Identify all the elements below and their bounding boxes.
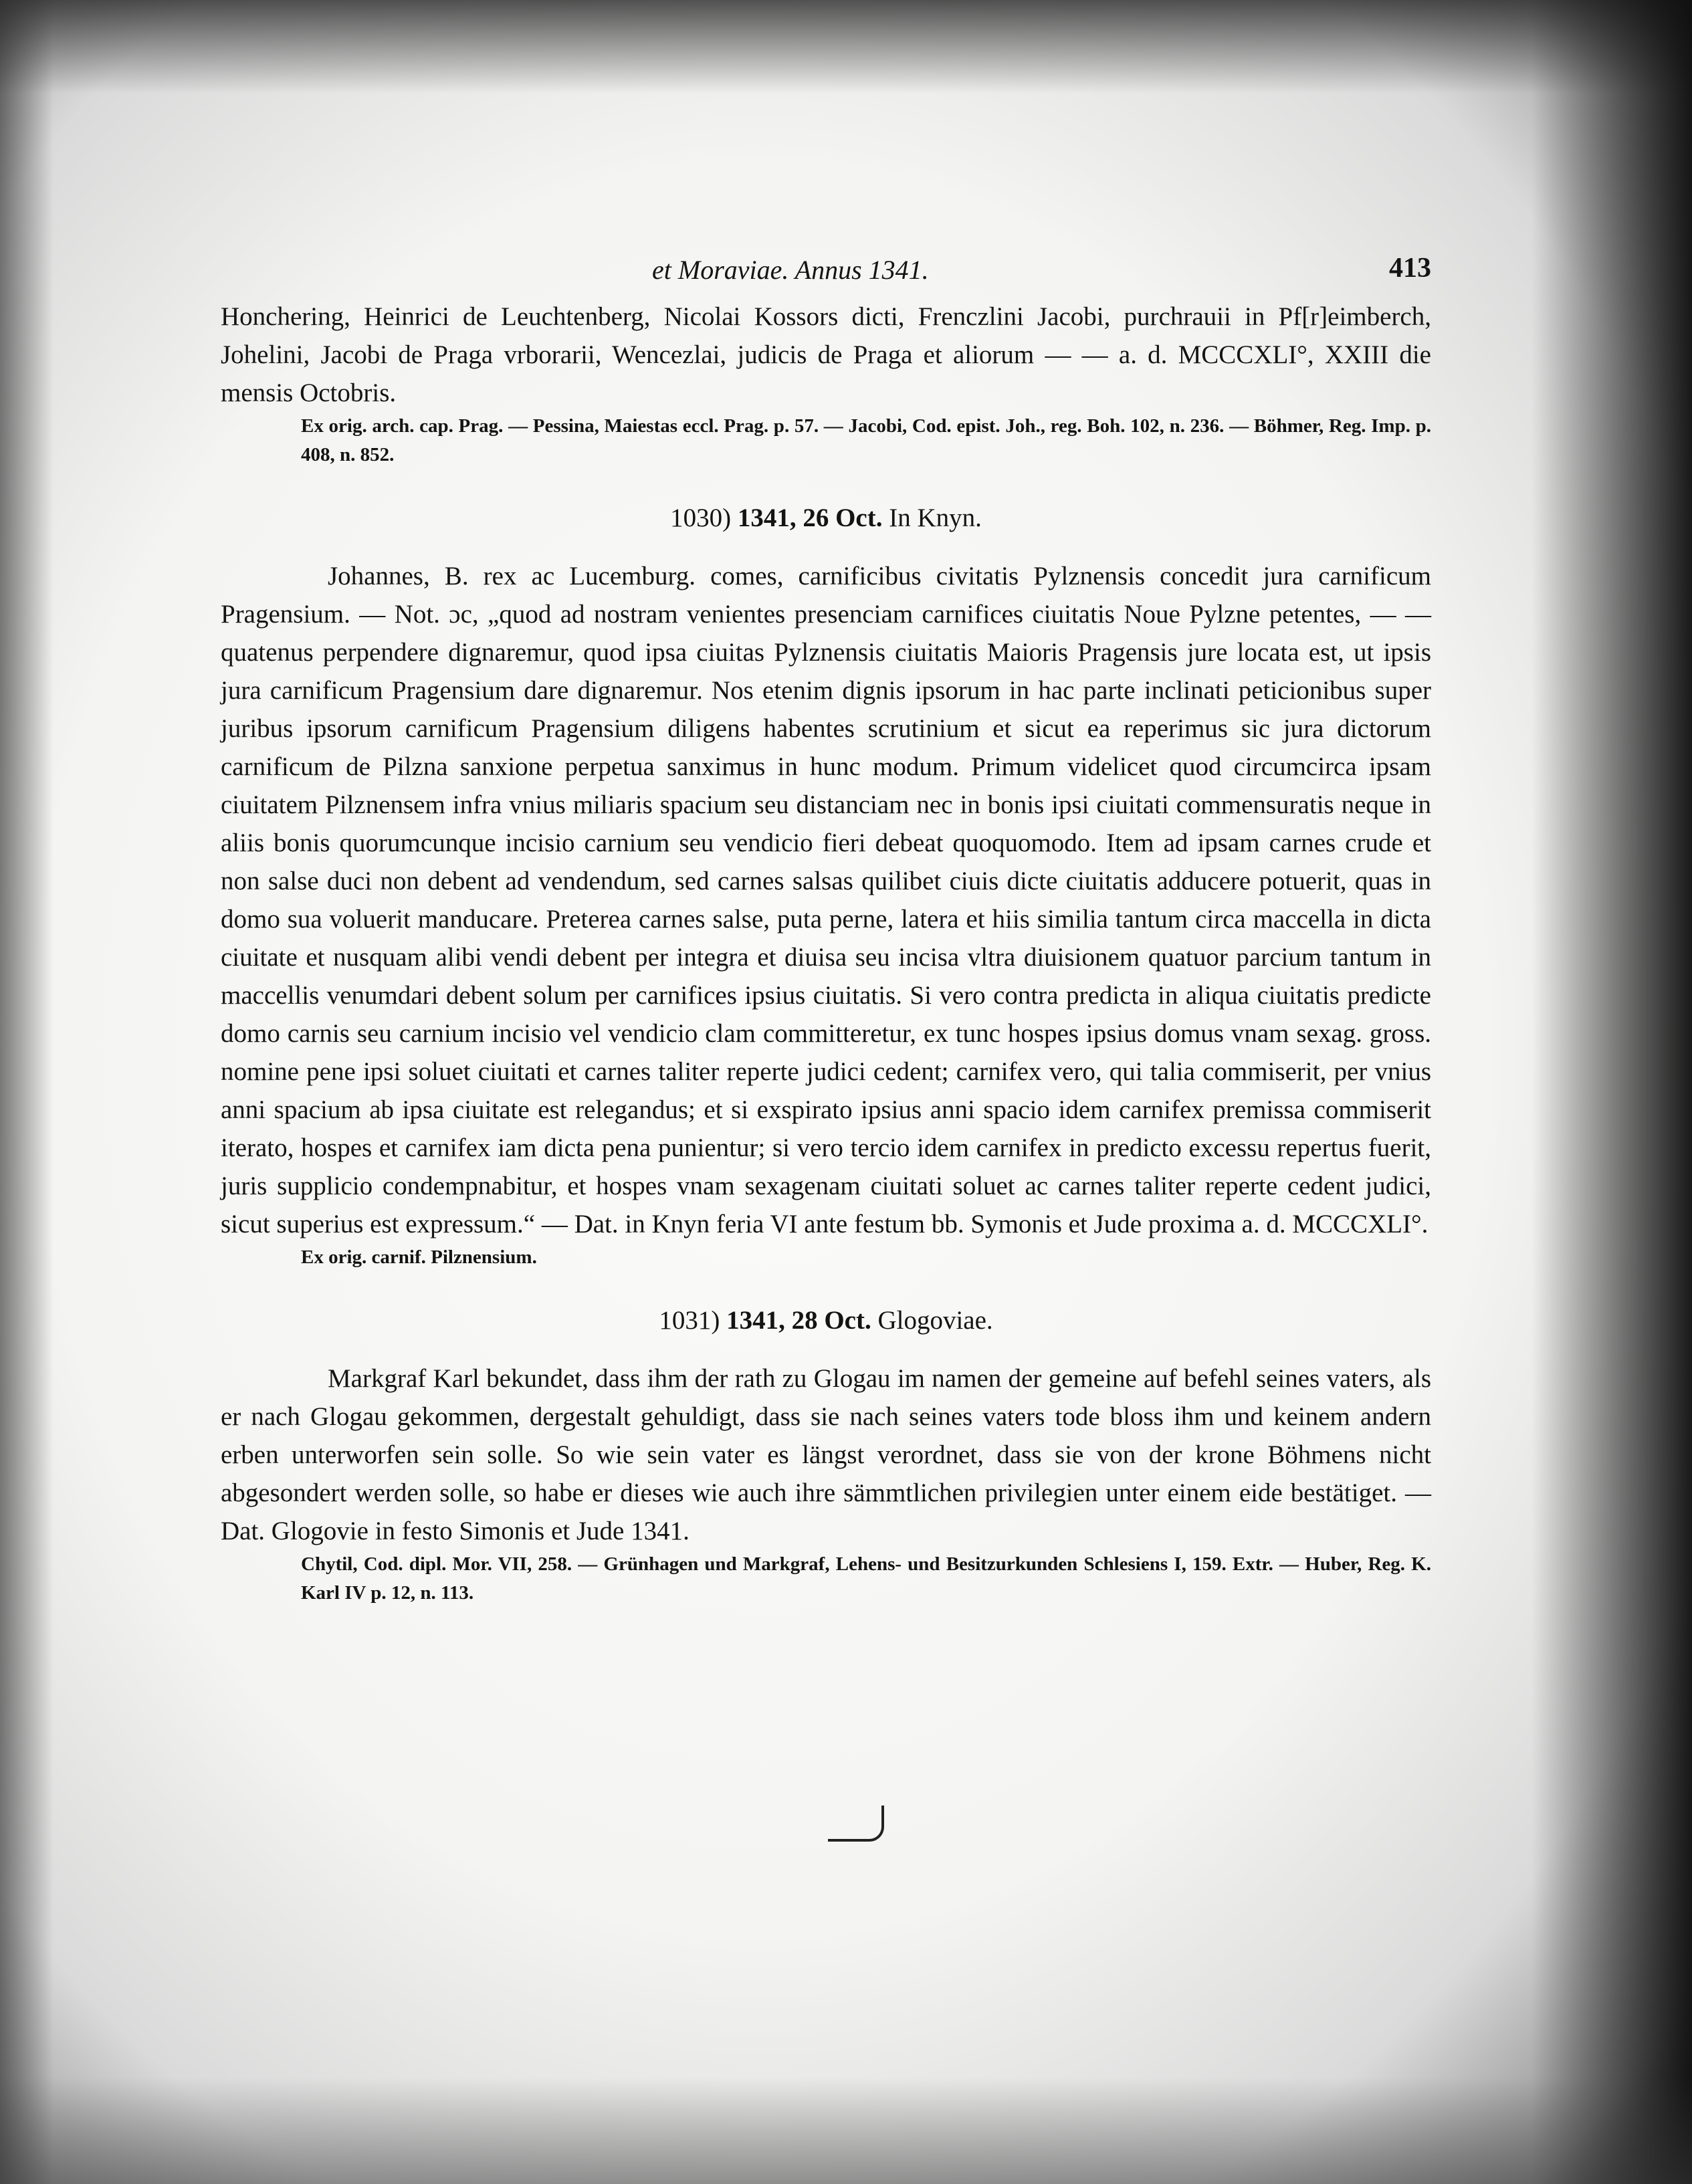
entry-place: In Knyn. (889, 504, 982, 532)
source-note: Ex orig. arch. cap. Prag. — Pessina, Maiestas eccl. Prag. p. 57. — Jacobi, Cod. epist. Joh., reg. Boh. 102, n. 236. — Böhmer, Reg. Imp. p. 408, n. 852. (301, 415, 1431, 465)
entry-body: Johannes, B. rex ac Lucemburg. comes, carnificibus civitatis Pylznensis concedit jura carnificum Pragensium. — Not. ɔc, „quod ad nostram venientes presenciam carnifices ciuitatis Noue Pylzne petentes, — — quatenus perpendere dignaremur, quod ipsa ciuitas Pylznensis ciuitatis Maioris Pragensis jure locata est, ut ipsis jura carnificum Pragensium dare dignaremur. Nos etenim dignis ipsorum in hac parte inclinati peticionibus super juribus ipsorum carnificum Pragensium diligens habentes scrutinium et sicut ea reperimus sic jura dictorum carnificum de Pilzna sanxione perpetua sanximus in hunc modum. Primum videlicet quod circumcirca ipsam ciuitatem Pilznensem infra vnius miliaris spacium seu distanciam nec in bonis ipsi ciuitati commensuratis neque in aliis bonis quorumcunque incisio carnium seu vendicio fieri debeat quoquomodo. Item ad ipsam carnes crude et non salse duci non debent ad vendendum, sed carnes salsas quilibet ciuis dicte ciuitatis adducere potuerit, quas in domo sua voluerit manducare. Preterea carnes salse, puta perne, latera et hiis similia tantum circa maccella in dicta ciuitate et nusquam alibi vendi debent per integra et diuisa seu incisa vltra diuisionem quatuor parcium tantum in maccellis venumdari debent solum per carnifices ipsius ciuitatis. Si vero contra predicta in aliqua ciuitatis predicte domo carnis seu carnium incisio vel vendicio clam committeretur, ex tunc hospes ipsius domus vnam sexag. gross. nomine pene ipsi soluet ciuitati et carnes taliter reperte judici cedent; carnifex vero, qui talia commiserit, per vnius anni spacium ab ipsa ciuitate est relegandus; et si exspirato ipsius anni spacio idem carnifex premissa commiserit iterato, hospes et carnifex iam dicta pena punientur; si vero tercio idem carnifex in predicto excessu repertus fuerit, juris supplicio condempnabitur, et hospes vnam sexagenam ciuitati soluet ac carnes taliter reperte cedent judici, sicut superius est expressum.“ — Dat. in Knyn feria VI ante festum bb. Symonis et Jude proxima a. d. MCCCXLI°. (221, 562, 1431, 1238)
continuation-paragraph: Honchering, Heinrici de Leuchtenberg, Nicolai Kossors dicti, Frenczlini Jacobi, purchrauii in Pf[r]eimberch, Johelini, Jacobi de Praga vrborarii, Wencezlai, judicis de Praga et aliorum — — a. d. MCCCXLI°, XXIII die mensis Octobris. (221, 302, 1431, 407)
page-content (221, 244, 1431, 1608)
scan-shadow-right (1531, 0, 1692, 2184)
page-number: 413 (1389, 253, 1431, 284)
entry-date: 1341, 28 Oct. (726, 1306, 871, 1335)
entry-number: 1030) (670, 504, 732, 532)
running-title: et Moraviae. Annus 1341. (652, 255, 929, 285)
scan-shadow-top (0, 0, 1692, 94)
source-note: Chytil, Cod. dipl. Mor. VII, 258. — Grünhagen und Markgraf, Lehens- und Besitzurkunden Schlesiens I, 159. Extr. — Huber, Reg. K. Karl IV p. 12, n. 113. (301, 1553, 1431, 1604)
running-head (221, 244, 1431, 298)
scan-shadow-bottom (0, 2077, 1692, 2184)
entry-place: Glogoviae. (877, 1306, 993, 1335)
entry-body: Markgraf Karl bekundet, dass ihm der rath zu Glogau im namen der gemeine auf befehl seines vaters, als er nach Glogau gekommen, dergestalt gehuldigt, dass sie nach seines vaters tode bloss ihm und keinem andern erben unterworfen sein solle. So wie sein vater es längst verordnet, dass sie von der krone Böhmens nicht abgesondert werden solle, so habe er dieses wie auch ihre sämmtlichen privilegien unter einem eide bestätiget. — Dat. Glogovie in festo Simonis et Jude 1341. (221, 1364, 1431, 1545)
source-note: Ex orig. carnif. Pilznensium. (301, 1246, 537, 1268)
entry-heading (221, 499, 1431, 537)
scan-shadow-left (0, 0, 54, 2184)
pencil-mark (828, 1806, 884, 1842)
entry-heading (221, 1301, 1431, 1339)
entry-number: 1031) (659, 1306, 720, 1335)
entry-date: 1341, 26 Oct. (737, 504, 883, 532)
